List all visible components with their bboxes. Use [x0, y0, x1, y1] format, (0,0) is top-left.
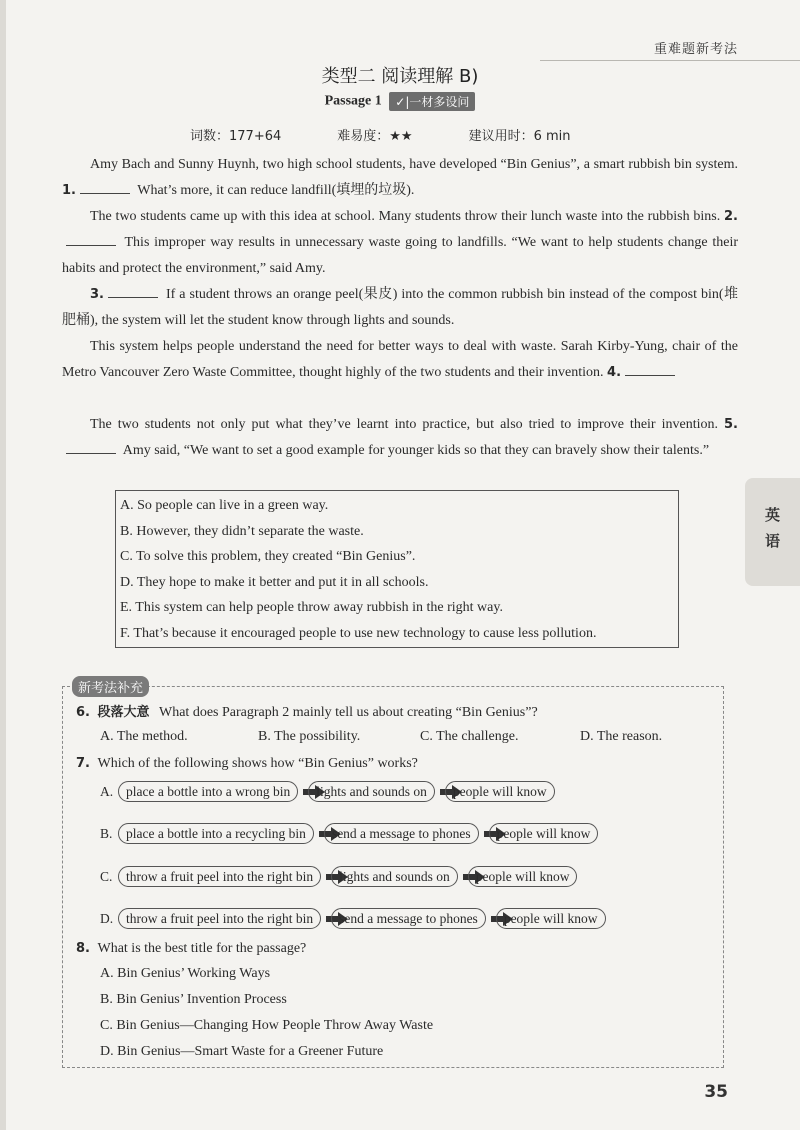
option-f: F. That’s because it encouraged people to use new technology to cause less pollution.: [120, 625, 597, 641]
passage-meta: [190, 125, 570, 144]
question-6-choices: [100, 729, 662, 745]
paragraph-5: [62, 412, 738, 464]
paragraph-text: This improper way results in unnecessary waste going to landfills. “We want to help students change their habits and protect the environment,” said Amy.: [62, 235, 738, 276]
choice-d[interactable]: D. The reason.: [580, 729, 663, 744]
flow-step: lights and sounds on: [308, 781, 435, 802]
flow-option-a[interactable]: [100, 781, 555, 802]
question-8: [76, 938, 306, 960]
answer-blank-3[interactable]: [108, 285, 158, 298]
paragraph-text: Amy said, “We want to set a good example for younger kids so that they can bravely show their talents.”: [120, 443, 710, 458]
supplement-label: 新考法补充: [72, 676, 149, 697]
flow-option-d[interactable]: [100, 908, 606, 929]
passage-heading: [0, 92, 800, 111]
question-number: 8.: [76, 941, 90, 956]
flow-step: send a message to phones: [331, 908, 486, 929]
option-e: E. This system can help people throw away rubbish in the right way.: [120, 600, 503, 616]
flow-step: throw a fruit peel into the right bin: [118, 866, 321, 887]
passage-badge: ✓|一材多设问: [389, 92, 475, 111]
flow-option-b[interactable]: [100, 823, 598, 844]
flow-step: people will know: [468, 866, 578, 887]
paragraph-text: This system helps people understand the need for better ways to deal with waste. Sarah Kirby-Yung, chair of the Metro Vancouver Zero Waste Committee, thought highly of the two students and their invention.: [62, 339, 738, 380]
flow-step: lights and sounds on: [331, 866, 458, 887]
blank-number: 3.: [90, 287, 104, 302]
paragraph-1: [62, 152, 738, 204]
paragraph-text: The two students not only put what they’ve learnt into practice, but also tried to improve their invention.: [90, 417, 725, 432]
answer-blank-5[interactable]: [66, 441, 116, 454]
difficulty: 难易度：★★: [337, 129, 413, 144]
option-d: D. They hope to make it better and put it in all schools.: [120, 574, 429, 590]
answer-blank-2[interactable]: [66, 233, 116, 246]
page-number: 35: [704, 1082, 728, 1102]
question-number: 7.: [76, 756, 90, 771]
flow-step: people will know: [489, 823, 599, 844]
question-text: What does Paragraph 2 mainly tell us about creating “Bin Genius”?: [159, 705, 538, 720]
question-number: 6.: [76, 705, 90, 720]
blank-number: 2.: [724, 209, 738, 224]
paragraph-3: [62, 282, 738, 334]
flow-option-c[interactable]: [100, 866, 577, 887]
question-text: Which of the following shows how “Bin Genius” works?: [97, 756, 418, 771]
flow-step: place a bottle into a wrong bin: [118, 781, 298, 802]
subject-tab-char-1: 英: [764, 506, 780, 524]
option-a: A. So people can live in a green way.: [120, 498, 329, 513]
word-count: 词数：177+64: [190, 129, 282, 144]
choice-a[interactable]: A. Bin Genius’ Working Ways: [100, 966, 271, 981]
flow-letter: B.: [100, 825, 113, 841]
paragraph-text: Amy Bach and Sunny Huynh, two high school students, have developed “Bin Genius”, a smart rubbish bin system.: [90, 157, 738, 172]
paragraph-4: [62, 334, 738, 386]
choice-d[interactable]: D. Bin Genius—Smart Waste for a Greener Future: [100, 1044, 384, 1059]
paragraph-text: The two students came up with this idea at school. Many students throw their lunch waste into the rubbish bins.: [90, 209, 725, 224]
paragraph-text: What’s more, it can reduce landfill(填埋的垃圾).: [133, 183, 415, 198]
series-header: 重难题新考法: [653, 42, 738, 57]
choice-c[interactable]: C. Bin Genius—Changing How People Throw Away Waste: [100, 1018, 434, 1033]
header-divider: [540, 60, 800, 61]
options-box: [115, 490, 679, 648]
flow-step: people will know: [445, 781, 555, 802]
passage-label: Passage 1: [324, 93, 382, 109]
question-text: What is the best title for the passage?: [97, 941, 307, 956]
flow-letter: C.: [100, 868, 113, 884]
paragraph-2: [62, 204, 738, 282]
flow-step: send a message to phones: [324, 823, 479, 844]
subject-tab-char-2: 语: [764, 532, 780, 550]
flow-letter: A.: [100, 783, 114, 799]
page-spine-shadow: [0, 0, 6, 1130]
choice-b[interactable]: B. The possibility.: [258, 729, 361, 744]
option-c: C. To solve this problem, they created “Bin Genius”.: [120, 549, 416, 565]
flow-step: people will know: [496, 908, 606, 929]
question-7: [76, 753, 418, 775]
question-tag: 段落大意: [97, 705, 150, 720]
blank-number: 1.: [62, 183, 76, 198]
flow-step: throw a fruit peel into the right bin: [118, 908, 321, 929]
subject-tab: [745, 478, 800, 586]
choice-a[interactable]: A. The method.: [100, 729, 188, 744]
flow-step: place a bottle into a recycling bin: [118, 823, 314, 844]
suggested-time: 建议用时：6 min: [468, 129, 571, 144]
flow-letter: D.: [100, 910, 114, 926]
paragraph-text: If a student throws an orange peel(果皮) into the common rubbish bin instead of the compost bin(堆肥桶), the system will let the student know through lights and sounds.: [62, 287, 738, 328]
option-b: B. However, they didn’t separate the waste.: [120, 523, 364, 539]
question-6: [76, 702, 538, 724]
choice-b[interactable]: B. Bin Genius’ Invention Process: [100, 992, 287, 1007]
answer-blank-4[interactable]: [625, 363, 675, 376]
answer-blank-1[interactable]: [80, 181, 130, 194]
blank-number: 4.: [607, 365, 622, 380]
choice-c[interactable]: C. The challenge.: [420, 729, 519, 744]
section-title: 类型二 阅读理解 B): [321, 66, 479, 87]
blank-number: 5.: [724, 417, 738, 432]
